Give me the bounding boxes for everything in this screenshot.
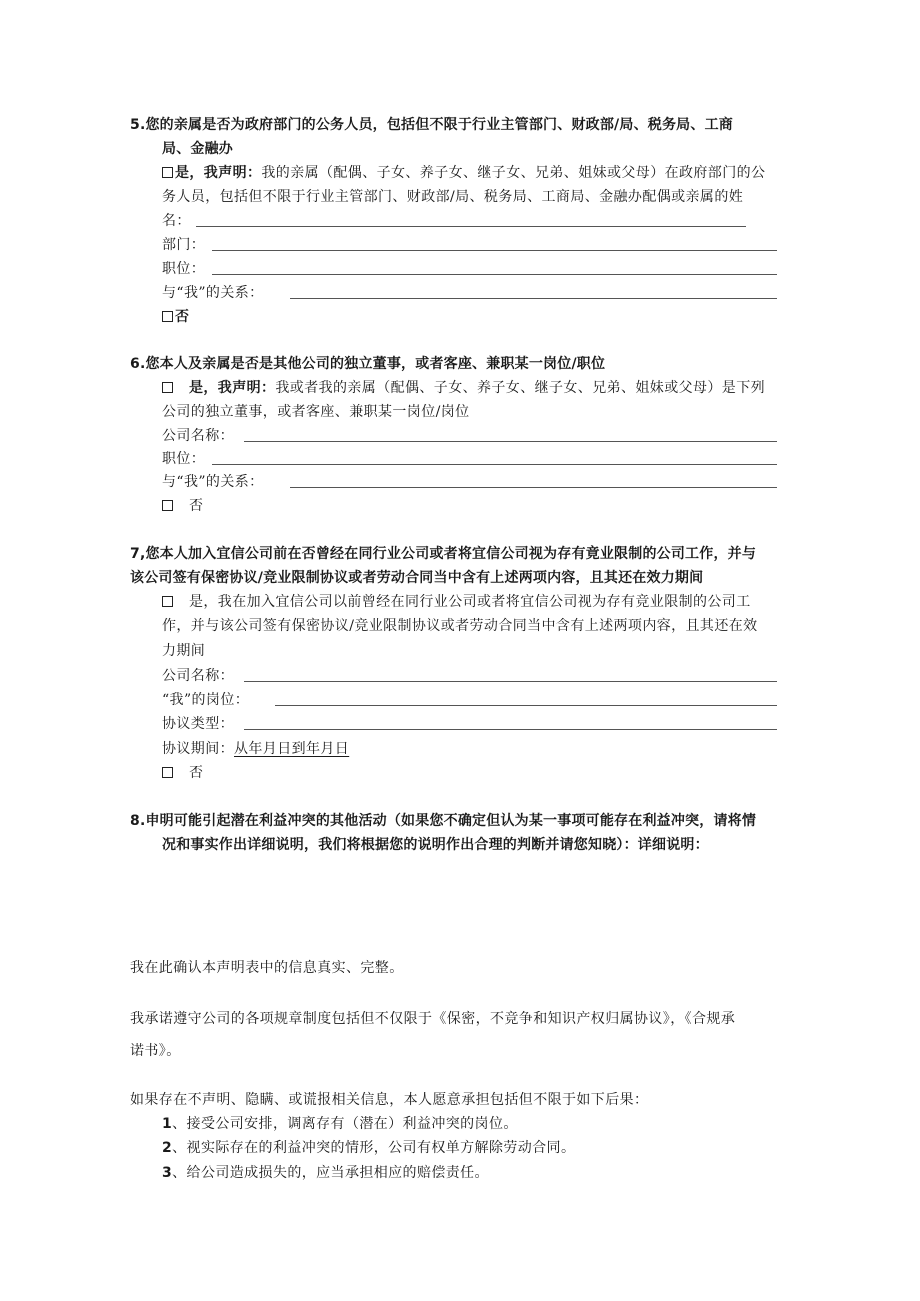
q7-type-field[interactable] <box>244 729 777 730</box>
q7-yes-text-line2: 作，并与该公司签有保密协议/竞业限制协议或者劳动合同当中含有上述两项内容，且其还在效 <box>162 618 758 634</box>
q7-yes-text-line1: 是，我在加入宜信公司以前曾经在同行业公司或者将宜信公司视为存有竞业限制的公司工 <box>189 594 751 610</box>
q6-no-checkbox[interactable] <box>162 500 173 511</box>
q6-title: 6.您本人及亲属是否是其他公司的独立董事，或者客座、兼职某一岗位/职位 <box>130 356 606 372</box>
q5-title-line1: 5.您的亲属是否为政府部门的公务人员，包括但不限于行业主管部门、财政部/局、税务局、工商 <box>130 117 733 133</box>
q7-period-value[interactable]: 从年月日到年月日 <box>234 741 350 757</box>
q6-yes-checkbox[interactable] <box>162 382 173 393</box>
consequence-text: 、接受公司安排，调离存有（潜在）利益冲突的岗位。 <box>172 1116 518 1132</box>
q5-yes-checkbox[interactable] <box>162 167 173 178</box>
consequence-intro: 如果存在不声明、隐瞒、或谎报相关信息，本人愿意承担包括但不限于如下后果： <box>130 1092 649 1108</box>
consequence-num: 3 <box>162 1165 173 1181</box>
q7-title-line1: 7,您本人加入宜信公司前在否曾经在同行业公司或者将宜信公司视为存有竟业限制的公司工作，并与 <box>130 546 757 562</box>
promise-line2: 诺书》。 <box>130 1043 181 1059</box>
q5-position-label: 职位： <box>162 261 206 277</box>
q5-position-field[interactable] <box>212 274 777 275</box>
q6-yes-text-line2: 公司的独立董事，或者客座、兼职某一岗位/岗位 <box>162 404 470 420</box>
q7-company-label: 公司名称： <box>162 668 234 684</box>
q6-no-label: 否 <box>189 498 204 514</box>
q6-yes-text-line1: 我或者我的亲属（配偶、子女、养子女、继子女、兄弟、姐妹或父母）是下列 <box>275 380 766 396</box>
q7-period-row <box>162 738 349 758</box>
q5-yes-option <box>162 162 765 182</box>
q7-company-field[interactable] <box>244 681 777 682</box>
q7-title-line2: 该公司签有保密协议/竞业限制协议或者劳动合同当中含有上述两项内容，且其还在效力期间 <box>130 570 704 586</box>
q7-yes-option <box>162 591 751 611</box>
q5-dept-field[interactable] <box>212 250 777 251</box>
q7-type-label: 协议类型： <box>162 716 234 732</box>
consequence-item <box>162 1162 489 1182</box>
q6-company-label: 公司名称： <box>162 428 234 444</box>
q7-no-option <box>162 762 203 782</box>
consequence-text: 、视实际存在的利益冲突的情形，公司有权单方解除劳动合同。 <box>172 1140 576 1156</box>
q5-no-label: 否 <box>175 309 190 325</box>
q5-no-checkbox[interactable] <box>162 311 173 322</box>
q7-yes-text-line3: 力期间 <box>162 643 206 659</box>
q8-title-line1: 8.申明可能引起潜在利益冲突的其他活动（如果您不确定但认为某一事项可能存在利益冲突，请将情 <box>130 813 757 829</box>
q6-relation-label: 与“我”的关系： <box>162 474 264 490</box>
q7-my-position-label: “我”的岗位： <box>162 692 250 708</box>
q7-period-label: 协议期间： <box>162 741 234 757</box>
promise-line1: 我承诺遵守公司的各项规章制度包括但不仅限于《保密，不竞争和知识产权归属协议》，《合规承 <box>130 1011 736 1027</box>
consequence-num: 2 <box>162 1140 173 1156</box>
q5-yes-label: 是，我声明： <box>175 165 262 181</box>
consequence-num: 1 <box>162 1116 173 1132</box>
consequence-item <box>162 1113 518 1133</box>
q5-dept-label: 部门： <box>162 237 206 253</box>
q5-no-option <box>162 306 189 326</box>
q5-title-line2: 局、金融办 <box>162 141 233 157</box>
confirm-statement: 我在此确认本声明表中的信息真实、完整。 <box>130 960 404 976</box>
q5-yes-text-line2: 务人员，包括但不限于行业主管部门、财政部/局、税务局、工商局、金融办配偶或亲属的姓 <box>162 189 744 205</box>
q7-no-label: 否 <box>189 765 204 781</box>
q8-title-line2: 况和事实作出详细说明，我们将根据您的说明作出合理的判断并请您知晓）：详细说明： <box>162 837 709 853</box>
q5-relation-label: 与“我”的关系： <box>162 285 264 301</box>
q7-no-checkbox[interactable] <box>162 767 173 778</box>
consequence-item <box>162 1137 575 1157</box>
q5-name-field[interactable] <box>196 226 746 227</box>
q6-yes-option <box>162 377 765 397</box>
q5-name-label: 名： <box>162 213 191 229</box>
consequence-text: 、给公司造成损失的，应当承担相应的赔偿责任。 <box>172 1165 489 1181</box>
q7-yes-checkbox[interactable] <box>162 596 173 607</box>
q7-my-position-field[interactable] <box>275 705 777 706</box>
q6-yes-label: 是，我声明： <box>189 380 276 396</box>
q6-position-label: 职位： <box>162 451 206 467</box>
q5-yes-text-line1: 我的亲属（配偶、子女、养子女、继子女、兄弟、姐妹或父母）在政府部门的公 <box>261 165 766 181</box>
q6-position-field[interactable] <box>212 464 777 465</box>
q5-relation-field[interactable] <box>290 298 777 299</box>
q6-company-field[interactable] <box>244 441 777 442</box>
q6-relation-field[interactable] <box>290 487 777 488</box>
q6-no-option <box>162 495 203 515</box>
